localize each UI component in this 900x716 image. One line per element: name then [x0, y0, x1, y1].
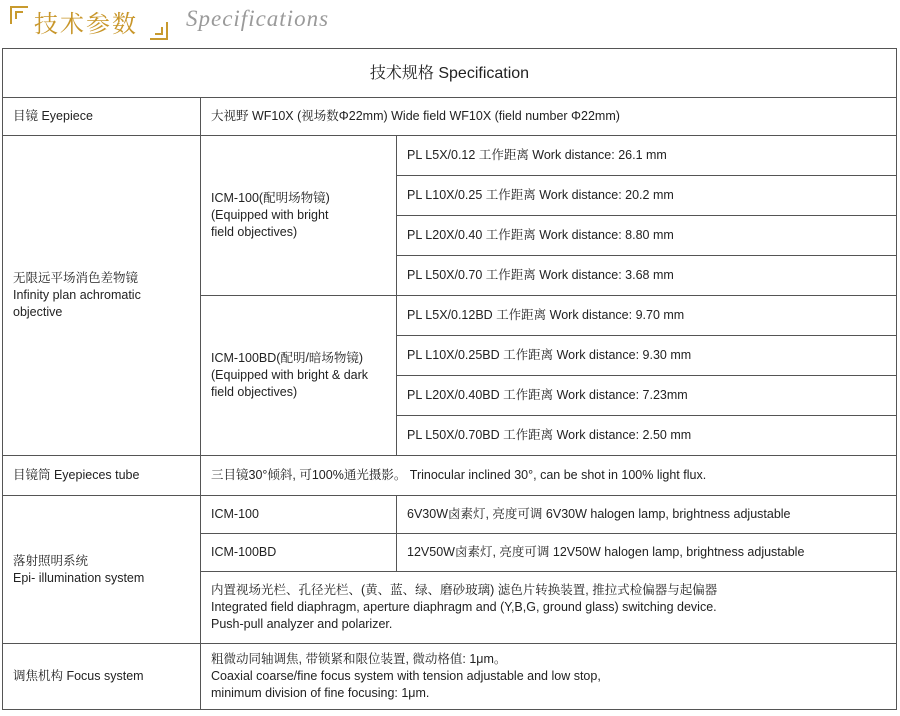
- row-label-focus: 调焦机构 Focus system: [3, 644, 201, 710]
- objective-item: PL L20X/0.40BD 工作距离 Work distance: 7.23mm: [397, 376, 897, 416]
- objective-item: PL L10X/0.25 工作距离 Work distance: 20.2 mm: [397, 176, 897, 216]
- section-header: [0, 0, 900, 44]
- objective-label-en: Infinity plan achromatic: [13, 288, 141, 302]
- corner-ornament-icon: [10, 6, 28, 24]
- row-label-objective: [3, 136, 201, 456]
- illumination-model: ICM-100BD: [201, 534, 397, 572]
- objective-group-name: [201, 136, 397, 296]
- objective-label-en: objective: [13, 305, 63, 319]
- objective-group-desc: (Equipped with bright & dark: [211, 368, 369, 382]
- objective-item: PL L20X/0.40 工作距离 Work distance: 8.80 mm: [397, 216, 897, 256]
- illumination-lamp: 6V30W卤素灯, 亮度可调 6V30W halogen lamp, brightness adjustable: [397, 496, 897, 534]
- section-title-en: Specifications: [186, 6, 330, 31]
- objective-label-cn: 无限远平场消色差物镜: [13, 271, 139, 285]
- illumination-note-cn: 内置视场光栏、孔径光栏、(黄、蓝、绿、磨砂玻璃) 滤色片转换装置, 推拉式检偏器与起偏器: [211, 583, 718, 597]
- table-row: [3, 496, 897, 534]
- objective-group-name: [201, 296, 397, 456]
- objective-item: PL L5X/0.12BD 工作距离 Work distance: 9.70 mm: [397, 296, 897, 336]
- section-title-cn: 技术参数: [34, 10, 138, 38]
- row-label-illumination: [3, 496, 201, 644]
- illumination-lamp: 12V50W卤素灯, 亮度可调 12V50W halogen lamp, brightness adjustable: [397, 534, 897, 572]
- illumination-note: [201, 572, 897, 644]
- illumination-label-en: Epi- illumination system: [13, 570, 145, 585]
- table-row: [3, 644, 897, 710]
- focus-value: [201, 644, 897, 710]
- row-label-tube: 目镜筒 Eyepieces tube: [3, 456, 201, 496]
- focus-line-en: Coaxial coarse/fine focus system with tension adjustable and low stop,: [211, 669, 601, 683]
- objective-item: PL L50X/0.70 工作距离 Work distance: 3.68 mm: [397, 256, 897, 296]
- illumination-label-cn: 落射照明系统: [13, 553, 89, 568]
- corner-ornament-icon: [150, 22, 168, 40]
- table-caption: 技术规格 Specification: [3, 49, 897, 98]
- objective-item: PL L5X/0.12 工作距离 Work distance: 26.1 mm: [397, 136, 897, 176]
- objective-group-desc: field objectives): [211, 385, 298, 399]
- objective-item: PL L10X/0.25BD 工作距离 Work distance: 9.30 mm: [397, 336, 897, 376]
- objective-group-desc: field objectives): [211, 225, 298, 239]
- focus-line-cn: 粗微动同轴调焦, 带锁紧和限位装置, 微动格值: 1μm。: [211, 652, 507, 666]
- row-label-eyepiece: 目镜 Eyepiece: [3, 98, 201, 136]
- objective-group-desc: (Equipped with bright: [211, 208, 329, 222]
- illumination-model: ICM-100: [201, 496, 397, 534]
- specification-table: [2, 48, 897, 710]
- tube-value: 三目镜30°倾斜, 可100%通光摄影。 Trinocular inclined 30°, can be shot in 100% light flux.: [201, 456, 897, 496]
- objective-group-model: ICM-100(配明场物镜): [211, 191, 330, 205]
- objective-item: PL L50X/0.70BD 工作距离 Work distance: 2.50 mm: [397, 416, 897, 456]
- illumination-note-en: Push-pull analyzer and polarizer.: [211, 617, 393, 631]
- table-row: [3, 456, 897, 496]
- focus-line-en: minimum division of fine focusing: 1μm.: [211, 686, 430, 700]
- table-caption-row: [3, 49, 897, 98]
- table-row: [3, 98, 897, 136]
- table-row: [3, 136, 897, 176]
- objective-group-model: ICM-100BD(配明/暗场物镜): [211, 351, 364, 365]
- eyepiece-value: 大视野 WF10X (视场数Φ22mm) Wide field WF10X (field number Φ22mm): [201, 98, 897, 136]
- illumination-note-en: Integrated field diaphragm, aperture diaphragm and (Y,B,G, ground glass) switching device.: [211, 600, 717, 614]
